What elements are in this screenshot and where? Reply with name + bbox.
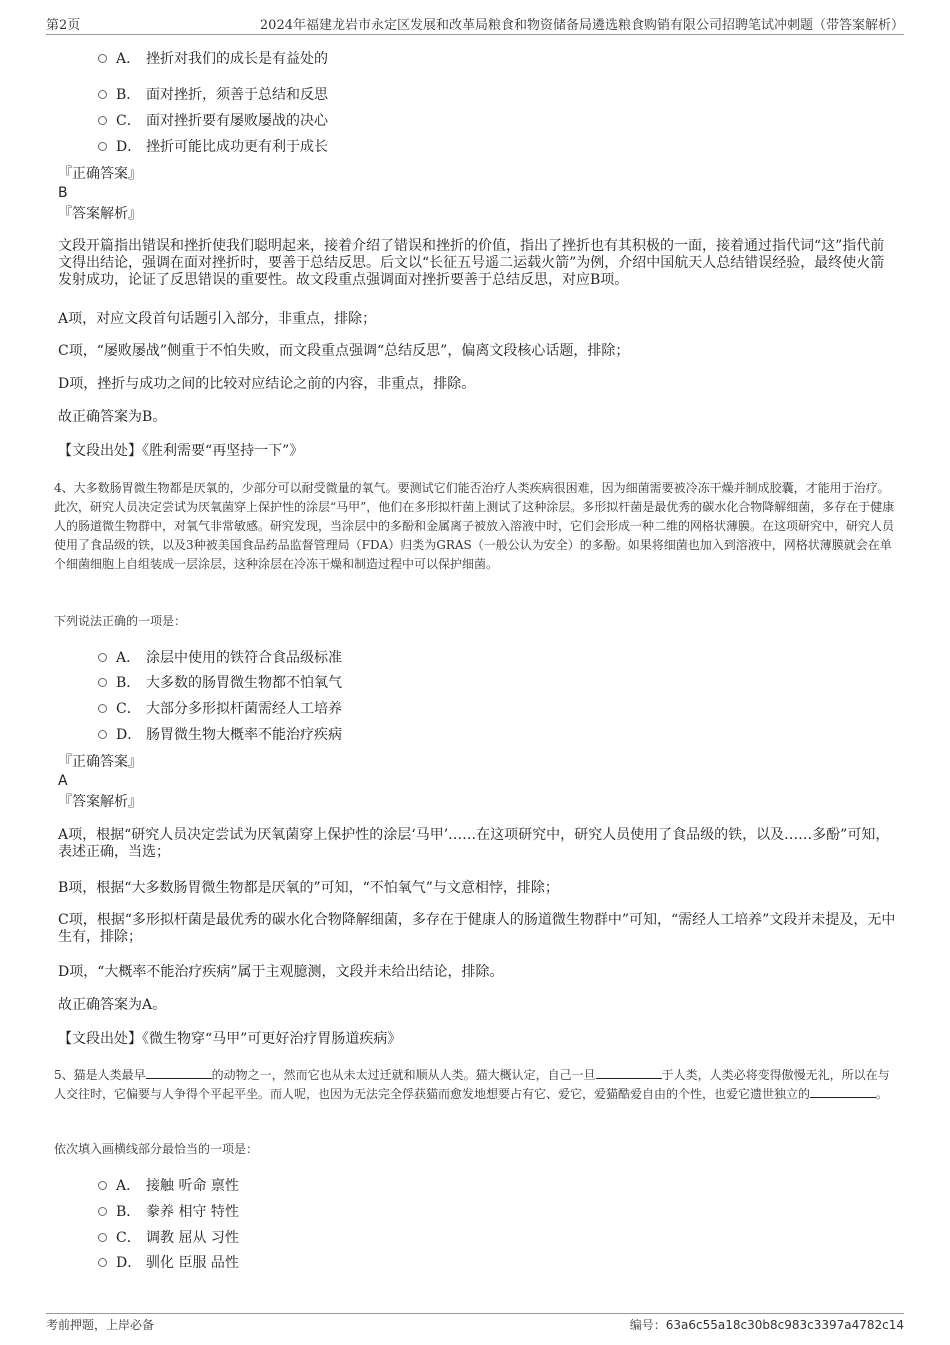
- radio-icon[interactable]: [98, 653, 107, 662]
- q4-analysis-c: C项，根据“多形拟杆菌是最优秀的碳水化合物降解细菌，多存在于健康人的肠道微生物群中”可知，“需经人工培养”文段并未提及，无中生有，排除；: [58, 912, 896, 945]
- page-header: [46, 14, 904, 35]
- radio-icon[interactable]: [98, 1258, 107, 1267]
- q5-question: 依次填入画横线部分最恰当的一项是：: [54, 1142, 259, 1156]
- radio-icon[interactable]: [98, 116, 107, 125]
- q3-option-c[interactable]: C． 面对挫折要有屡败屡战的决心: [98, 111, 328, 131]
- radio-icon[interactable]: [98, 730, 107, 739]
- q4-option-d[interactable]: D． 肠胃微生物大概率不能治疗疾病: [98, 725, 342, 745]
- q3-option-b[interactable]: B． 面对挫折，须善于总结和反思: [98, 85, 328, 105]
- q3-source: 【文段出处】《胜利需要“再坚持一下”》: [58, 443, 304, 459]
- q4-option-a[interactable]: A． 涂层中使用的铁符合食品级标准: [98, 648, 342, 668]
- q5-option-d[interactable]: D． 驯化 臣服 品性: [98, 1253, 239, 1273]
- q4-answer-label: 『正确答案』: [58, 754, 142, 770]
- q5-option-b[interactable]: B． 豢养 相守 特性: [98, 1202, 239, 1222]
- q4-option-c[interactable]: C． 大部分多形拟杆菌需经人工培养: [98, 699, 342, 719]
- q4-analysis-b: B项，根据“大多数肠胃微生物都是厌氧的”可知，“不怕氧气”与文意相悖，排除；: [58, 880, 559, 896]
- q5-passage: 5、猫是人类最早 的动物之一，然而它也从未太过迁就和顺从人类。猫大概认定，自己一旦 于人类，人类必将变得傲慢无礼，所以在与人交往时，它偏要与人争得个平起平坐。而人呢，也因为无法完全俘获猫而愈发地想要占有它、爱它，爱猫酷爱自由的个性，也爱它遗世独立的 。: [54, 1068, 890, 1101]
- radio-icon[interactable]: [98, 1181, 107, 1190]
- q3-answer-label: 『正确答案』: [58, 166, 142, 182]
- q4-analysis-a: A项，根据“研究人员决定尝试为厌氧菌穿上保护性的涂层‘马甲’……在这项研究中，研究人员使用了食品级的铁，以及……多酚”可知，表述正确，当选；: [58, 827, 890, 860]
- radio-icon[interactable]: [98, 54, 107, 63]
- q3-option-d[interactable]: D． 挫折可能比成功更有利于成长: [98, 137, 328, 157]
- fill-blank-3: [810, 1085, 876, 1098]
- q4-analysis-label: 『答案解析』: [58, 794, 142, 810]
- q4-passage: 4、大多数肠胃微生物都是厌氧的，少部分可以耐受微量的氧气。要测试它们能否治疗人类疾病很困难，因为细菌需要被冷冻干燥并制成胶囊，才能用于治疗。此次，研究人员决定尝试为厌氧菌穿上保护性的涂层“马甲”，他们在多形拟杆菌上测试了这种涂层。多形拟杆菌是最优秀的碳水化合物降解细菌，多存在于健康人的肠道微生物群中，对氧气非常敏感。研究发现，当涂层中的多酚和金属离子被放入溶液中时，它们会形成一种二维的网格状薄膜。在这项研究中，研究人员使用了食品级的铁，以及3种被美国食品药品监督管理局（FDA）归类为GRAS（一般公认为安全）的多酚。如果将细菌也加入到溶液中，网格状薄膜就会在单个细菌细胞上自组装成一层涂层，这种涂层在冷冻干燥和制造过程中可以保护细菌。: [54, 481, 895, 571]
- page-number: 第2页: [46, 18, 81, 33]
- q3-analysis-label: 『答案解析』: [58, 206, 142, 222]
- q3-answer: B: [58, 185, 68, 201]
- footer-slogan: 考前押题，上岸必备: [46, 1318, 155, 1332]
- document-code: 编号：63a6c55a18c30b8c983c3397a4782c14: [629, 1318, 904, 1332]
- radio-icon[interactable]: [98, 704, 107, 713]
- radio-icon[interactable]: [98, 678, 107, 687]
- q3-analysis-main: 文段开篇指出错误和挫折使我们聪明起来，接着介绍了错误和挫折的价值，指出了挫折也有其积极的一面，接着通过指代词“这”指代前文得出结论，强调在面对挫折时，要善于总结反思。后文以“长征五号遥二运载火箭”为例，介绍中国航天人总结错误经验，最终使火箭发射成功，论证了反思错误的重要性。故文段重点强调面对挫折要善于总结反思，对应B项。: [58, 238, 885, 288]
- q5-option-a[interactable]: A． 接触 听命 禀性: [98, 1176, 239, 1196]
- q3-option-a[interactable]: A． 挫折对我们的成长是有益处的: [98, 49, 328, 69]
- q4-question: 下列说法正确的一项是：: [54, 614, 187, 628]
- radio-icon[interactable]: [98, 142, 107, 151]
- radio-icon[interactable]: [98, 1233, 107, 1242]
- q3-conclusion: 故正确答案为B。: [58, 409, 167, 425]
- q4-answer: A: [58, 773, 68, 789]
- q4-conclusion: 故正确答案为A。: [58, 997, 167, 1013]
- fill-blank-1: [146, 1066, 212, 1079]
- q3-analysis-d: D项，挫折与成功之间的比较对应结论之前的内容，非重点，排除。: [58, 376, 476, 392]
- q3-analysis-c: C项，“屡败屡战”侧重于不怕失败，而文段重点强调“总结反思”，偏离文段核心话题，排除；: [58, 343, 630, 359]
- radio-icon[interactable]: [98, 90, 107, 99]
- q4-source: 【文段出处】《微生物穿“马甲”可更好治疗胃肠道疾病》: [58, 1031, 402, 1047]
- q4-analysis-d: D项，“大概率不能治疗疾病”属于主观臆测，文段并未给出结论，排除。: [58, 964, 504, 980]
- q4-option-b[interactable]: B． 大多数的肠胃微生物都不怕氧气: [98, 673, 342, 693]
- page-footer: [46, 1313, 904, 1336]
- q5-option-c[interactable]: C． 调教 屈从 习性: [98, 1228, 239, 1248]
- fill-blank-2: [596, 1066, 662, 1079]
- q3-analysis-a: A项，对应文段首句话题引入部分，非重点，排除；: [58, 311, 377, 327]
- radio-icon[interactable]: [98, 1207, 107, 1216]
- document-title: 2024年福建龙岩市永定区发展和改革局粮食和物资储备局遴选粮食购销有限公司招聘笔试冲刺题（带答案解析）: [259, 18, 904, 33]
